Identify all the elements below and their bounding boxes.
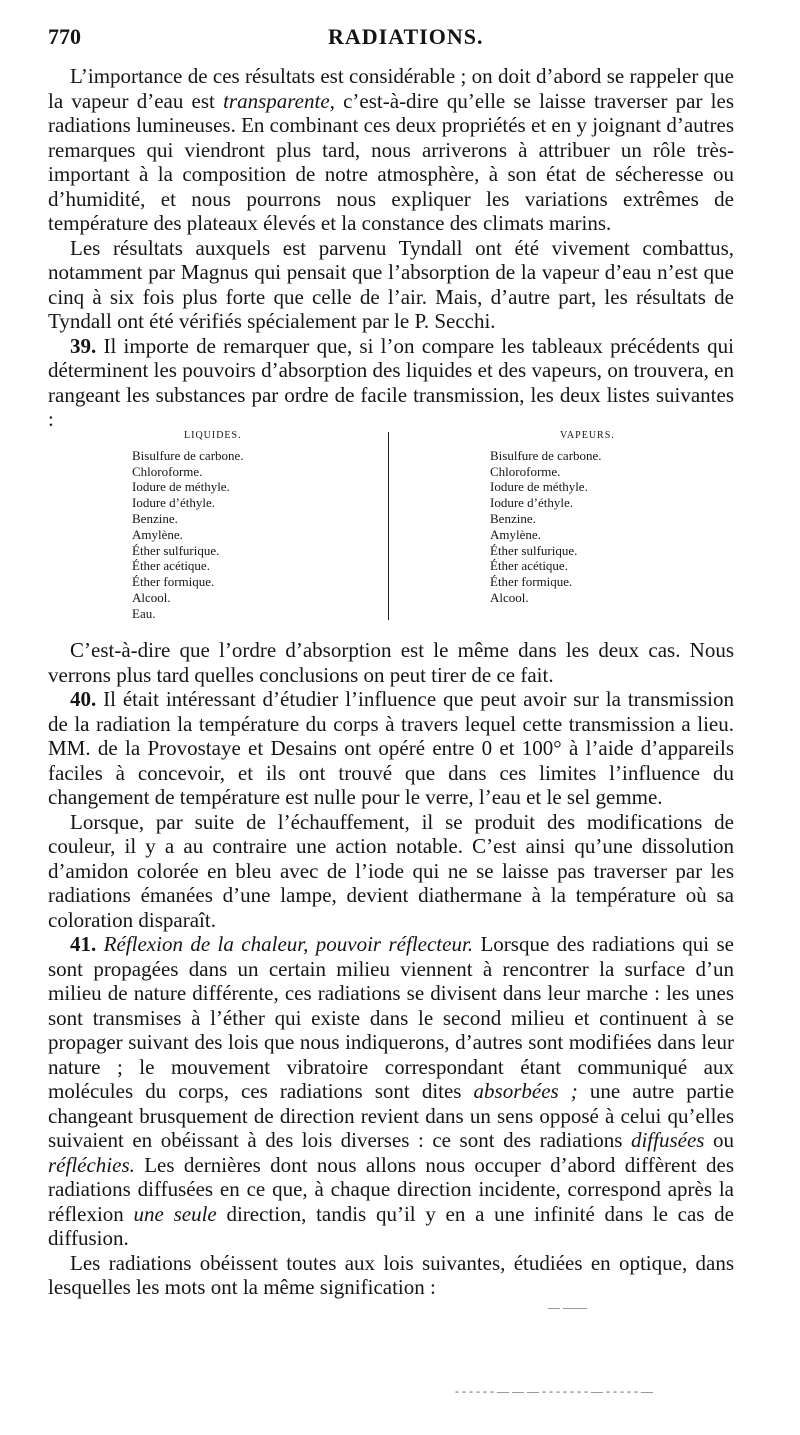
paragraph-40 [48,687,734,810]
section-number: 40. [70,687,97,711]
section-number: 39. [70,333,97,358]
paragraph-41 [48,932,734,1251]
paragraph-text: ou [704,1128,734,1152]
list-item: Éther sulfurique. [490,542,578,558]
italic-term: réfléchies. [48,1152,135,1177]
paragraph-laws: Les radiations obéissent toutes aux lois suivantes, étudiées en optique, dans lesquelles les mots ont la même signification : [48,1250,734,1299]
list-item: Éther acétique. [490,558,568,574]
liquides-list [132,428,382,622]
italic-term: absorbées ; [473,1079,578,1103]
list-item: Éther sulfurique. [132,542,220,558]
list-item: Benzine. [132,510,178,526]
scan-dash-mark: - - - - - - — — — - - - - - - - — - - - - - — [455,1384,653,1398]
list-item: Éther formique. [490,574,573,590]
list-item: Chloroforme. [132,463,203,479]
list-item: Iodure d’éthyle. [490,495,574,511]
list-item: Éther formique. [132,574,215,590]
scan-dash-mark: — —— [548,1300,587,1314]
vapeurs-list [490,428,730,606]
paragraph-text: c’est-à-dire qu’elle se laisse traverser par les radiations lumineuses. En combinant ces deux propriétés et en y joignant d’autres remarques qui viendront plus tard, nous arriverons à attribuer un rôle très-important à la composition de notre atmosphère, à son état de sécheresse ou d’humidité, et nous pourrons nous expliquer les variations extrêmes de température des plateaux élevés et la constance des climats marins. [48,88,734,235]
list-item: Chloroforme. [490,463,561,479]
paragraph-text: Il importe de remarquer que, si l’on compare les tableaux précédents qui déterminent les pouvoirs d’absorption des liquides et des vapeurs, on trouvera, en rangeant les substances par ordre de facile transmission, les deux listes suivantes : [48,333,734,431]
paragraph-text: Les dernières dont nous allons nous occuper d’abord diffèrent des radiations diffusées en ce que, à chaque direction incidente, correspond après la réflexion [48,1152,734,1226]
text-block-bottom [48,638,734,1300]
page-header [48,20,738,56]
paragraph-tyndall: Les résultats auxquels est parvenu Tyndall ont été vivement combattus, notamment par Magnus qui pensait que l’absorption de la vapeur d’eau n’est que cinq à six fois plus forte que celle de l’air. Mais, d’autre part, les résultats de Tyndall ont été vérifiés spécialement par le P. Secchi. [48,235,734,333]
column-divider [388,432,389,620]
paragraph-colour-change: Lorsque, par suite de l’échauffement, il se produit des modifications de couleur, il y a au contraire une action notable. C’est ainsi qu’une dissolution d’amidon colorée en bleu avec de l’iode qui ne se laisse pas traverser par les radiations émanées d’une lampe, devient diathermane à la température où sa coloration disparaît. [48,809,734,932]
paragraph-text: L’importance de ces résultats est considérable ; on doit d’abord se rappeler que la vapeur d’eau est [48,64,734,113]
section-title: Réflexion de la chaleur, pouvoir réflecteur. [96,932,474,956]
list-item: Iodure de méthyle. [490,479,588,495]
list-item: Bisulfure de carbone. [132,447,244,463]
paragraph-text: direction, tandis qu’il y en a une infinité dans le cas de diffusion. [48,1201,734,1250]
list-item: Benzine. [490,510,536,526]
list-item: Eau. [132,605,156,621]
comparison-lists [48,428,734,633]
section-number: 41. [70,932,97,956]
list-heading: VAPEURS. [560,430,615,441]
paragraph-water-vapour [48,64,734,236]
paragraph-text: Lorsque des radiations qui se sont propagées dans un certain milieu viennent à rencontrer la surface d’un milieu de nature différente, ces radiations se divisent dans leur marche : les unes sont transmises à l’éther qui existe dans le second milieu et continuent à se propager suivant des lois que nous indiquerons, d’autres sont modifiées dans leur nature ; le mouvement vibratoire correspondant étant communiqué aux molécules du corps, ces radiations sont dites [48,932,734,1103]
list-item: Bisulfure de carbone. [490,447,602,463]
list-item: Iodure d’éthyle. [132,495,216,511]
running-title: RADIATIONS. [328,24,484,49]
list-item: Éther acétique. [132,558,210,574]
paragraph-absorption-order: C’est-à-dire que l’ordre d’absorption est le même dans les deux cas. Nous verrons plus tard quelles conclusions on peut tirer de ce fait. [48,638,734,687]
text-block-top [48,64,734,432]
italic-term: transparente, [223,88,335,113]
list-item: Alcool. [132,589,171,605]
paragraph-text: Il était intéressant d’étudier l’influence que peut avoir sur la transmission de la radiation la température du corps à travers lequel cette transmission a lieu. MM. de la Provostaye et Desains ont opéré entre 0 et 100° à l’aide d’appareils faciles à concevoir, et ils ont trouvé que dans ces limites l’influence du changement de température est nulle pour le verre, l’eau et le sel gemme. [48,687,734,809]
list-item: Iodure de méthyle. [132,479,230,495]
paragraph-text: une autre partie changeant brusquement de direction revient dans un sens opposé à celui qu’elles suivaient en obéissant à des lois diverses : ce sont des radiations [48,1079,735,1152]
list-heading: LIQUIDES. [184,430,242,441]
italic-term: diffusées [630,1128,705,1152]
italic-term: une seule [133,1201,217,1226]
paragraph-39 [48,334,734,432]
list-item: Amylène. [132,526,183,542]
list-item: Amylène. [490,526,541,542]
page-number: 770 [48,24,81,49]
list-item: Alcool. [490,589,529,605]
